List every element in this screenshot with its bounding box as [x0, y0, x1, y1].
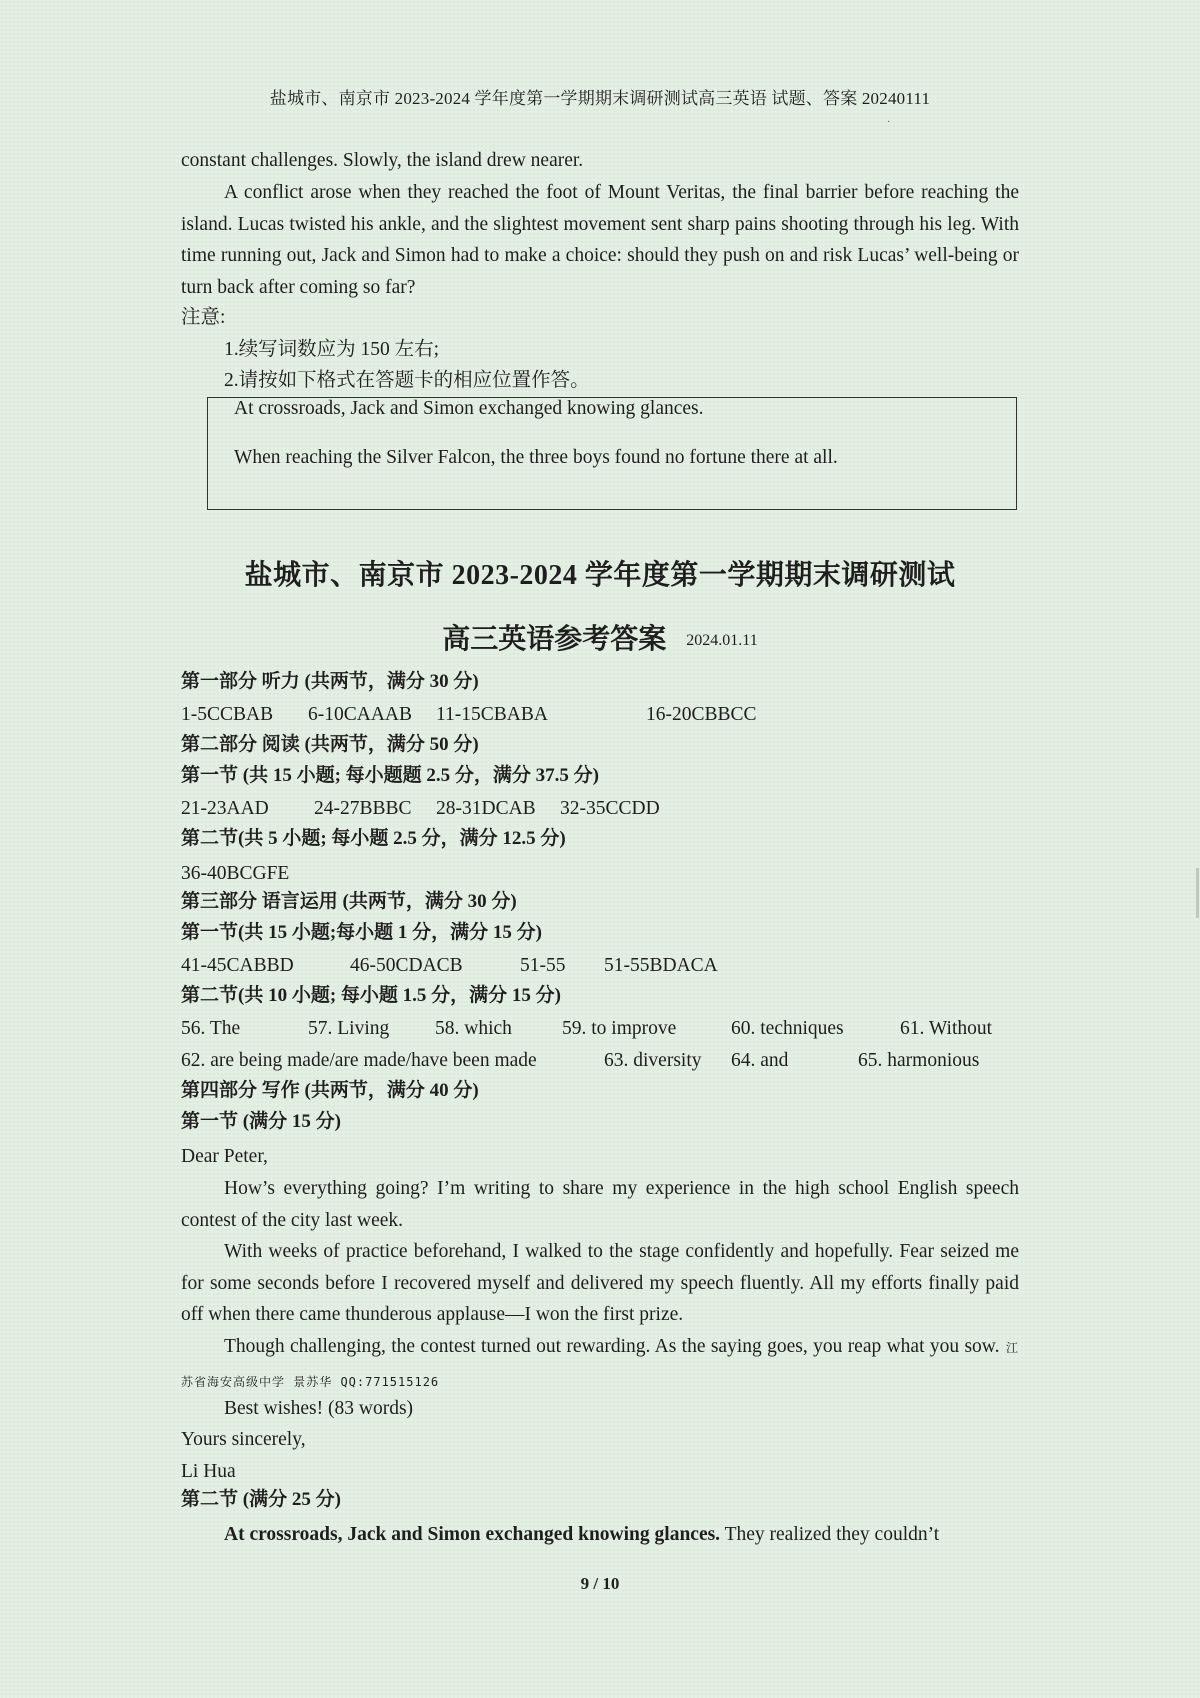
answer-subtitle-row — [0, 617, 1200, 657]
answer-cell: 57. Living — [308, 1018, 390, 1039]
box-line-1: At crossroads, Jack and Simon exchanged knowing glances. — [234, 398, 704, 419]
part3-sec2-heading: 第二节(共 10 小题; 每小题 1.5 分，满分 15 分) — [181, 985, 561, 1006]
letter-closing: Yours sincerely, — [181, 1429, 306, 1450]
page-number: 9 / 10 — [580, 1574, 620, 1593]
letter-paragraph-3-text: Though challenging, the contest turned out rewarding. As the saying goes, you reap what you sow. — [224, 1336, 1000, 1357]
answer-cell: 58. which — [435, 1018, 512, 1039]
answer-cell: 28-31DCAB — [436, 798, 536, 819]
answer-date: 2024.01.11 — [686, 632, 758, 649]
author-note: 江苏省海安高级中学 景苏华 QQ:771515126 — [181, 1341, 1019, 1389]
answer-cell: 1-5CCBAB — [181, 704, 274, 725]
answer-cell: 64. and — [731, 1050, 789, 1071]
answer-cell: 24-27BBBC — [314, 798, 412, 819]
part3-heading: 第三部分 语言运用 (共两节，满分 30 分) — [181, 891, 517, 912]
answer-cell: 51-55 — [520, 955, 566, 976]
part3-sec2-row2 — [0, 1050, 1200, 1078]
header-dot: · — [887, 117, 891, 128]
letter-signature: Li Hua — [181, 1461, 236, 1482]
part4-sec2-heading: 第二节 (满分 25 分) — [181, 1489, 341, 1510]
letter-wishes: Best wishes! (83 words) — [224, 1398, 414, 1419]
answer-cell: 63. diversity — [604, 1050, 702, 1071]
letter-paragraph-3 — [181, 1331, 1019, 1398]
letter-greeting: Dear Peter, — [181, 1146, 268, 1167]
part2-sec2-heading: 第二节(共 5 小题; 每小题 2.5 分，满分 12.5 分) — [181, 828, 566, 849]
answer-cell: 32-35CCDD — [560, 798, 660, 819]
answer-cell: 59. to improve — [562, 1018, 677, 1039]
continuation-rest: They realized they couldn’t — [720, 1524, 940, 1545]
continuation-line — [224, 1522, 939, 1548]
answer-cell: 61. Without — [900, 1018, 993, 1039]
part3-sec2-row1 — [0, 1018, 1200, 1046]
part4-sec1-heading: 第一节 (满分 15 分) — [181, 1111, 341, 1132]
answer-format-box — [207, 397, 1017, 510]
part2-heading: 第二部分 阅读 (共两节，满分 50 分) — [181, 734, 479, 755]
answer-cell: 21-23AAD — [181, 798, 269, 819]
part3-sec1-heading: 第一节(共 15 小题;每小题 1 分，满分 15 分) — [181, 922, 542, 943]
edge-mark — [1196, 868, 1199, 918]
part1-answers — [0, 704, 1200, 732]
answer-cell: 41-45CABBD — [181, 955, 294, 976]
answer-cell: 6-10CAAAB — [308, 704, 413, 725]
notes-item-1: 1.续写词数应为 150 左右; — [224, 339, 440, 360]
story-line: constant challenges. Slowly, the island drew nearer. — [181, 150, 584, 171]
part3-sec1-answers — [0, 955, 1200, 983]
notes-item-2: 2.请按如下格式在答题卡的相应位置作答。 — [224, 370, 590, 391]
answer-cell: 51-55BDACA — [604, 955, 718, 976]
answer-title: 盐城市、南京市 2023-2024 学年度第一学期期末调研测试 — [244, 560, 956, 591]
notes-title: 注意: — [181, 307, 226, 328]
answer-subtitle: 高三英语参考答案 — [442, 624, 667, 655]
answer-cell: 11-15CBABA — [436, 704, 548, 725]
part2-sec1-heading: 第一节 (共 15 小题; 每小题题 2.5 分，满分 37.5 分) — [181, 765, 599, 786]
box-line-2: When reaching the Silver Falcon, the three boys found no fortune there at all. — [234, 447, 838, 468]
letter-paragraph-2: With weeks of practice beforehand, I walked to the stage confidently and hopefully. Fear seized me for some seconds before I recovered myself and delivered my speech fluently. All my efforts finally paid off when there came thunderous applause—I won the first prize. — [181, 1241, 1019, 1325]
part4-heading: 第四部分 写作 (共两节，满分 40 分) — [181, 1080, 479, 1101]
answer-cell: 65. harmonious — [858, 1050, 980, 1071]
page-header: 盐城市、南京市 2023-2024 学年度第一学期期末调研测试高三英语 试题、答案 20240111 — [269, 89, 931, 108]
answer-cell: 60. techniques — [731, 1018, 844, 1039]
part2-sec1-answers — [0, 798, 1200, 826]
part1-heading: 第一部分 听力 (共两节，满分 30 分) — [181, 671, 479, 692]
answer-cell: 46-50CDACB — [350, 955, 463, 976]
answer-cell: 56. The — [181, 1018, 241, 1039]
story-paragraph: A conflict arose when they reached the foot of Mount Veritas, the final barrier before reaching the island. Lucas twisted his ankle, and the slightest movement sent sharp pains shooting through his leg. With time running out, Jack and Simon had to make a choice: should they push on and risk Lucas’ well-being or turn back after coming so far? — [181, 182, 1019, 298]
answer-cell: 16-20CBBCC — [646, 704, 757, 725]
letter-paragraph-1: How’s everything going? I’m writing to share my experience in the high school English speech contest of the city last week. — [181, 1178, 1019, 1231]
answer-cell: 62. are being made/are made/have been made — [181, 1050, 537, 1071]
continuation-bold: At crossroads, Jack and Simon exchanged knowing glances. — [224, 1524, 721, 1545]
part2-sec2-answer: 36-40BCGFE — [181, 863, 290, 884]
